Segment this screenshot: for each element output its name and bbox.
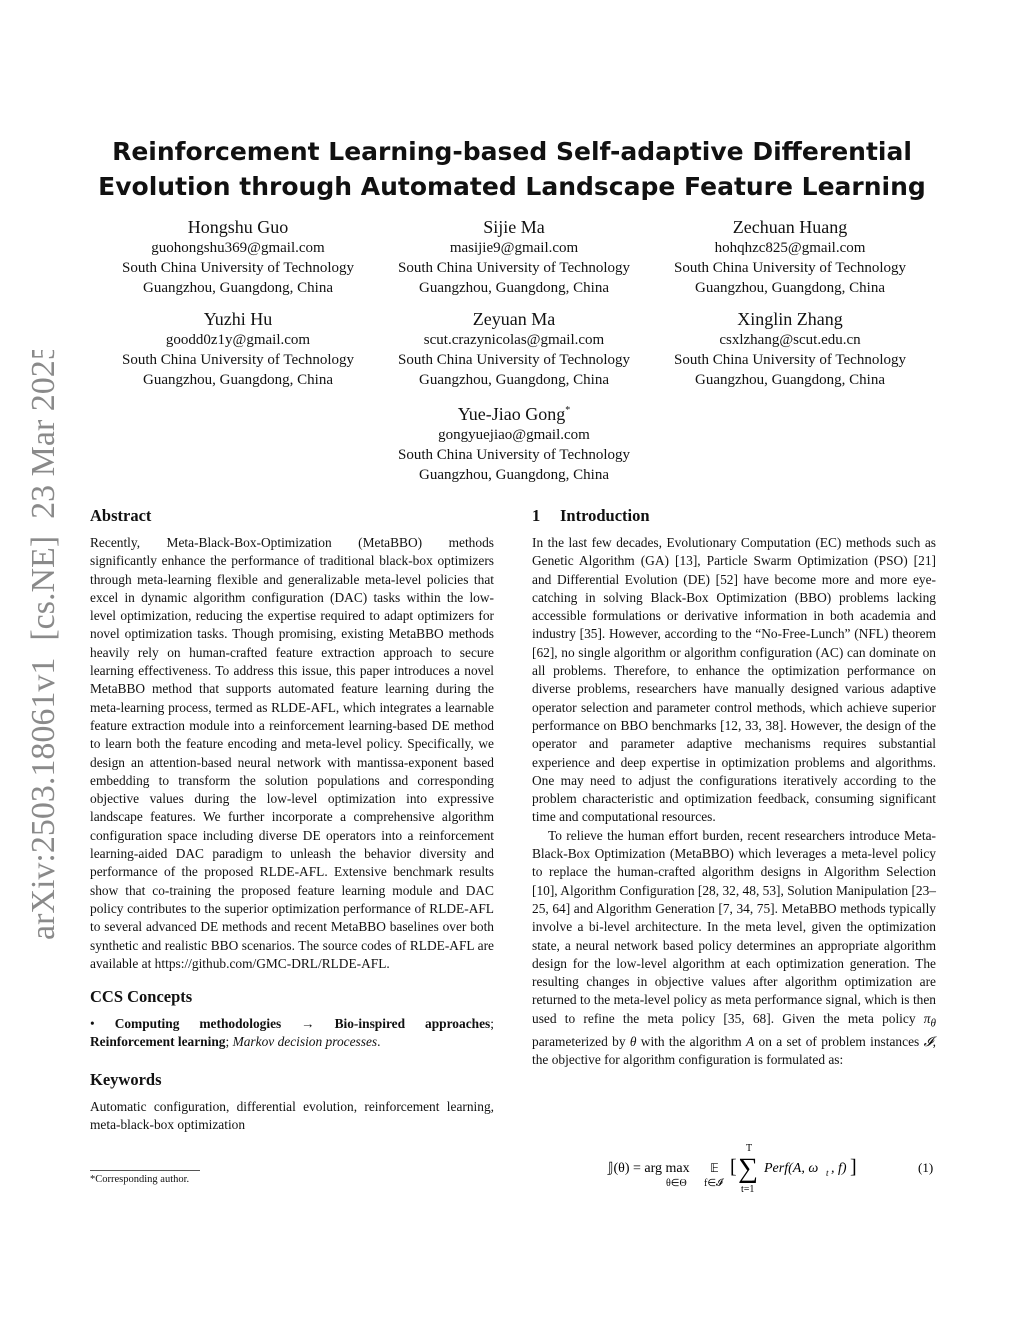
author-name: Zeyuan Ma — [472, 309, 556, 329]
author-email: goodd0z1y@gmail.com — [165, 332, 311, 348]
eq-argmax-sub: θ∈Θ — [666, 1178, 687, 1189]
author-location: Guangzhou, Guangdong, China — [419, 280, 609, 296]
author-affiliation: South China University of Technology — [674, 260, 906, 276]
author-name — [376, 400, 652, 425]
paper-title — [0, 134, 1024, 204]
symbol-a: A — [746, 1033, 755, 1049]
abstract-heading: Abstract — [90, 506, 152, 525]
ccs-separator: ; — [225, 1034, 233, 1050]
eq-number: (1) — [918, 1160, 934, 1175]
ccs-end: . — [377, 1034, 381, 1050]
eq-sum-top: T — [746, 1143, 753, 1154]
footnote-rule — [90, 1170, 200, 1171]
author-email: scut.crazynicolas@gmail.com — [423, 332, 605, 348]
ccs-item-2: Reinforcement learning — [90, 1034, 226, 1050]
intro-p2-text: , the objective for algorithm configuration is formulated as: — [532, 1033, 936, 1067]
author-card — [376, 400, 652, 485]
author-card — [100, 216, 376, 298]
author-name: Yuzhi Hu — [203, 309, 273, 329]
symbol-pi: π — [923, 1010, 931, 1026]
intro-paragraph-1: In the last few decades, Evolutionary Computation (EC) methods such as Genetic Algorithm (GA) [13], Particle Swarm Optimization (PSO) [21] and Differential Evolution (DE) [52] have become more and more eye-catching in solving Black-Box Optimization (BBO) problems lacking accessible formulations or derivative information in both academia and industry [35]. However, according to the “No-Free-Lunch” (NFL) theorem [62], no single algorithm or algorithm configuration (AC) can dominate on all problems. Therefore, to enhance the optimization performance on diverse problems, researchers have manually designed various adaptive operator selection and parameter control methods, which achieve superior performance on BBO benchmarks [12, 33, 38]. However, the design of the operator and parameter adaptive mechanisms requires substantial experience and deep expertise in optimization problems and algorithms. One may need to adjust the configurations iteratively according to the problem characteristic and optimization feedback, consuming significant time and computational resources. — [532, 535, 936, 825]
author-affiliation: South China University of Technology — [122, 260, 354, 276]
author-name: Zechuan Huang — [732, 217, 848, 237]
author-location: Guangzhou, Guangdong, China — [419, 372, 609, 388]
author-email: hohqhzc825@gmail.com — [714, 240, 866, 256]
ccs-concepts — [90, 1015, 494, 1052]
author-affiliation: South China University of Technology — [398, 352, 630, 368]
eq-lhs: 𝕁(θ) = arg max — [608, 1161, 690, 1176]
intro-p2-text: To relieve the human effort burden, recent researchers introduce Meta-Black-Box Optimization (MetaBBO) which leverages a meta-level policy to replace the human-crafted algorithm designs in Algorithm Selection [10], Algorithm Configuration [28, 32, 48, 53], Solution Manipulation [23–25, 64] and Algorithm Generation [7, 34, 75]. MetaBBO methods typically involve a bi-level architecture. In the meta level, given the optimization state, a neural network based policy determines an appropriate algorithm design for the low-level algorithm at each optimization generation. The resulting changes in objective values after algorithm optimization are returned to the meta-level policy as meta performance signal, which is then used to refine the meta policy [35, 68]. Given the meta policy — [532, 827, 936, 1026]
section-number: 1 — [532, 506, 541, 525]
author-affiliation: South China University of Technology — [398, 260, 630, 276]
author-card — [376, 308, 652, 390]
author-card — [376, 216, 652, 298]
eq-body-end: , f) — [831, 1161, 847, 1176]
eq-body: Perf(A, ω — [764, 1161, 819, 1176]
symbol-theta-sub: θ — [930, 1017, 936, 1030]
intro-paragraph-2 — [532, 827, 936, 1070]
author-block — [100, 216, 928, 485]
corresponding-mark: * — [565, 405, 571, 416]
author-row-1 — [100, 216, 928, 298]
arxiv-stamp — [14, 350, 64, 950]
section-title: Introduction — [560, 506, 650, 525]
author-card — [652, 308, 928, 390]
introduction-heading — [532, 506, 936, 526]
keywords-heading: Keywords — [90, 1069, 162, 1089]
author-card — [100, 308, 376, 390]
author-location: Guangzhou, Guangdong, China — [143, 372, 333, 388]
intro-p2-text: parameterized by — [532, 1033, 630, 1049]
symbol-i: 𝓘 — [923, 1033, 933, 1049]
arxiv-id: arXiv:2503.18061v1 [cs.NE] 23 Mar 2025 — [25, 350, 62, 940]
author-location: Guangzhou, Guangdong, China — [419, 467, 609, 483]
abstract-text: Recently, Meta-Black-Box-Optimization (MetaBBO) methods significantly enhance the performance of traditional black-box optimizers through meta-learning flexible and generalizable meta-level policies that excel in dynamic algorithm configuration (DAC) tasks within the low-level optimization, reducing the expertise required to adapt optimizers for novel optimization tasks. Though promising, existing MetaBBO methods heavily rely on human-crafted feature extraction approach to secure learning effectiveness. To address this issue, this paper introduces a novel MetaBBO method that supports automated feature learning during the meta-learning process, termed as RLDE-AFL, which integrates a learnable feature extraction module into a reinforcement learning-based DE method to learn both the feature encoding and meta-level policy. Specifically, we design an attention-based neural network with mantissa-exponent based embedding to transform the solution populations and corresponding objective values during the low-level optimization into expressive landscape features. We further incorporate a comprehensive algorithm configuration space including diverse DE operators into a reinforcement learning-aided DAC paradigm to unleash the behavior diversity and performance of the proposed RLDE-AFL. Extensive benchmark results show that co-training the proposed feature learning module and DAC policy contributes to the superior optimization performance of RLDE-AFL to several advanced DE methods and recent MetaBBO baselines over both synthetic and realistic BBO scenarios. The source codes of RLDE-AFL are available at https://github.com/GMC-DRL/RLDE-AFL. — [90, 535, 494, 971]
eq-expectation: 𝔼 — [710, 1161, 719, 1175]
author-email: guohongshu369@gmail.com — [151, 240, 325, 256]
left-column — [90, 506, 494, 1134]
author-affiliation: South China University of Technology — [674, 352, 906, 368]
author-name: Xinglin Zhang — [737, 309, 843, 329]
footnote: *Corresponding author. — [90, 1174, 190, 1185]
author-name-text: Yue-Jiao Gong — [457, 404, 566, 424]
author-affiliation: South China University of Technology — [122, 352, 354, 368]
author-location: Guangzhou, Guangdong, China — [695, 372, 885, 388]
eq-open-bracket: [ — [730, 1156, 737, 1178]
eq-sum-bottom: t=1 — [741, 1184, 755, 1195]
ccs-bullet: • — [90, 1016, 95, 1032]
author-row-2 — [100, 308, 928, 390]
author-name: Sijie Ma — [483, 217, 545, 237]
ccs-item-1: Computing methodologies → Bio-inspired approaches — [114, 1016, 491, 1032]
eq-body-sub: t — [826, 1168, 829, 1178]
ccs-item-3: Markov decision processes — [232, 1034, 378, 1050]
author-email: csxlzhang@scut.edu.cn — [719, 332, 861, 348]
author-affiliation: South China University of Technology — [398, 447, 630, 463]
right-column — [532, 506, 936, 1069]
eq-expectation-sub: f∈𝓘 — [704, 1178, 723, 1189]
author-email: gongyuejiao@gmail.com — [438, 427, 590, 443]
author-location: Guangzhou, Guangdong, China — [695, 280, 885, 296]
symbol-theta: θ — [629, 1033, 637, 1049]
title-line-1: Reinforcement Learning-based Self-adaptive Differential — [112, 137, 912, 166]
author-card — [652, 216, 928, 298]
author-row-3 — [100, 400, 928, 485]
author-email: masijie9@gmail.com — [449, 240, 579, 256]
equation-1 — [532, 1140, 936, 1200]
eq-close-bracket: ] — [850, 1156, 857, 1178]
title-line-2: Evolution through Automated Landscape Feature Learning — [98, 172, 926, 201]
author-location: Guangzhou, Guangdong, China — [143, 280, 333, 296]
intro-p2-text: with the algorithm — [636, 1033, 746, 1049]
ccs-heading: CCS Concepts — [90, 987, 193, 1007]
keywords-text: Automatic configuration, differential evolution, reinforcement learning, meta-black-box optimization — [90, 1098, 494, 1133]
intro-p2-text: on a set of problem instances — [754, 1033, 924, 1049]
ccs-separator: ; — [490, 1016, 494, 1032]
author-name: Hongshu Guo — [187, 217, 289, 237]
eq-sum-sign: ∑ — [738, 1153, 758, 1184]
